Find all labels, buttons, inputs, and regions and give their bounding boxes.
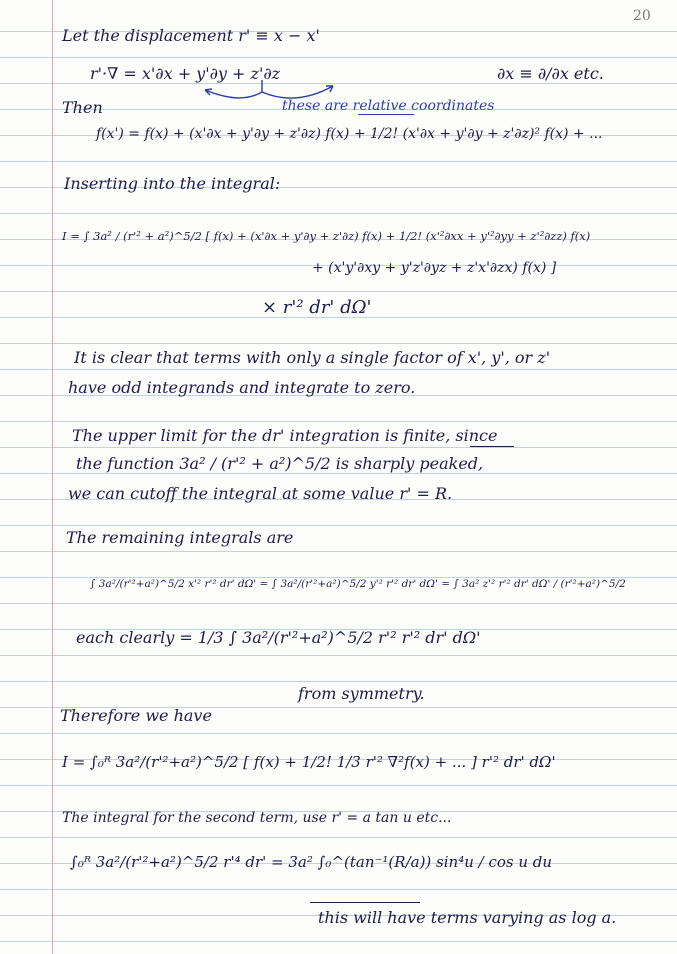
line-r-dot-grad: r'·∇ = x'∂x + y'∂y + z'∂z [90, 64, 281, 83]
line-then: Then [62, 98, 103, 117]
line-from-symmetry: from symmetry. [298, 684, 425, 703]
line-substitution-integral: ∫₀ᴿ 3a²/(r'²+a²)^5/2 r'⁴ dr' = 3a² ∫₀^(tan⁻¹(R/a)) sin⁴u / cos u du [70, 853, 553, 871]
line-remaining: The remaining integrals are [66, 528, 294, 547]
underline-finite [470, 446, 514, 447]
line-I-result: I = ∫₀ᴿ 3a²/(r'²+a²)^5/2 [ f(x) + 1/2! 1/3 r'² ∇²f(x) + ... ] r'² dr' dΩ' [62, 753, 556, 771]
line-second-term: The integral for the second term, use r' = a tan u etc... [62, 810, 452, 826]
line-log-terms: this will have terms varying as log a. [318, 908, 617, 927]
line-each-clearly: each clearly = 1/3 ∫ 3a²/(r'²+a²)^5/2 r'² r'² dr' dΩ' [76, 628, 481, 647]
line-taylor-expansion: f(x') = f(x) + (x'∂x + y'∂y + z'∂z) f(x) + 1/2! (x'∂x + y'∂y + z'∂z)² f(x) + ... [96, 126, 603, 142]
line-inserting: Inserting into the integral: [64, 174, 281, 193]
underline-relative [358, 114, 414, 115]
line-partial-def: ∂x ≡ ∂/∂x etc. [497, 64, 604, 83]
line-remaining-integrals: ∫ 3a²/(r'²+a²)^5/2 x'² r'² dr' dΩ' = ∫ 3a²/(r'²+a²)^5/2 y'² r'² dr' dΩ' = ∫ 3a² z'² r'² dr' dΩ' / (r'²+a²)^5/2 [90, 578, 626, 590]
line-odd-terms-2: have odd integrands and integrate to zero. [68, 378, 416, 397]
line-therefore: Therefore we have [60, 706, 212, 725]
line-displacement-def: Let the displacement r' ≡ x − x' [62, 26, 320, 45]
line-upper-limit-2: the function 3a² / (r'² + a²)^5/2 is sharply peaked, [76, 454, 484, 473]
line-upper-limit-3: we can cutoff the integral at some value r' = R. [68, 484, 453, 503]
underline-conclusion [310, 902, 420, 903]
line-integral-cross-terms: + (x'y'∂xy + y'z'∂yz + z'x'∂zx) f(x) ] [312, 260, 557, 276]
line-upper-limit-1: The upper limit for the dr' integration is finite, since [72, 426, 498, 445]
page-number: 20 [633, 8, 651, 24]
line-measure: × r'² dr' dΩ' [262, 297, 372, 318]
line-integral-expansion: I = ∫ 3a² / (r'² + a²)^5/2 [ f(x) + (x'∂x + y'∂y + z'∂z) f(x) + 1/2! (x'²∂xx + y'²∂yy + z'²∂zz) f(x) [62, 229, 591, 243]
line-relative-coordinates: these are relative coordinates [282, 98, 495, 114]
line-odd-terms-1: It is clear that terms with only a single factor of x', y', or z' [74, 348, 551, 367]
